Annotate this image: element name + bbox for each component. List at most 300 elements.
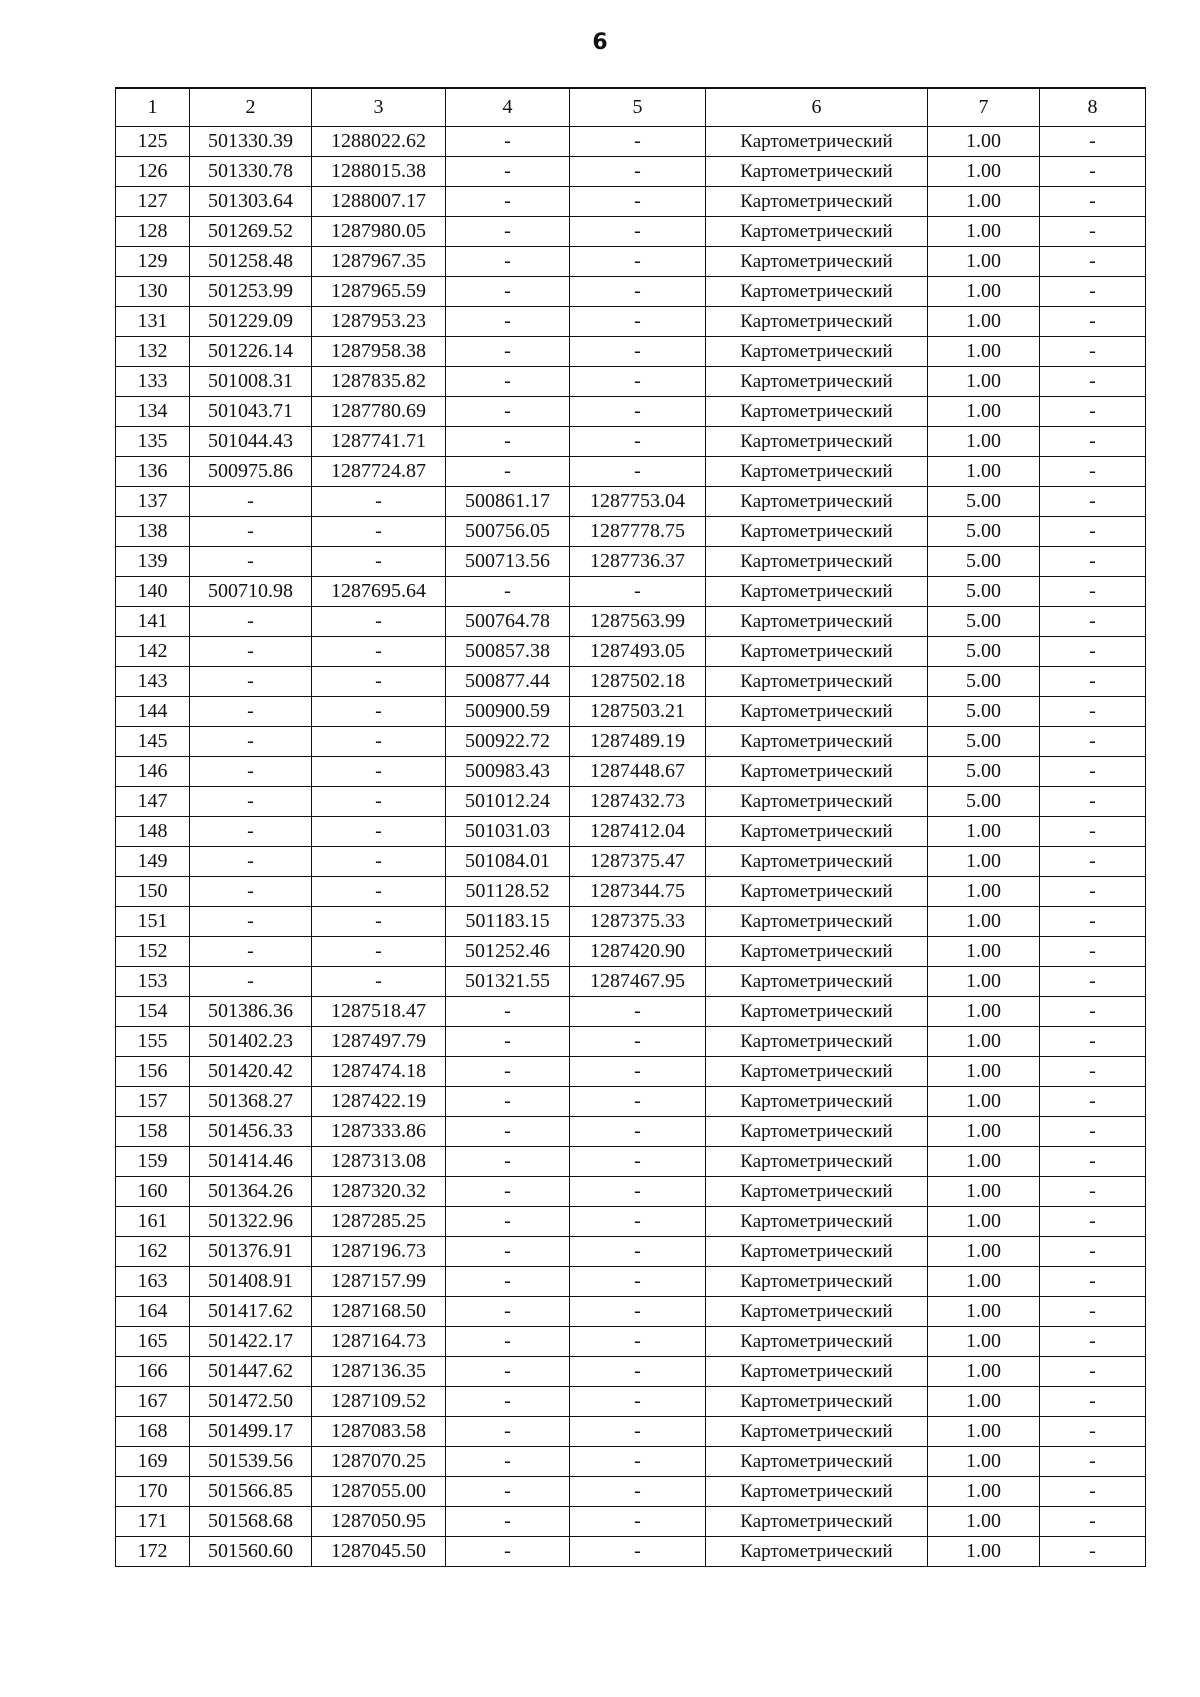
table-cell: - <box>190 816 312 846</box>
table-cell: 1287045.50 <box>312 1536 446 1566</box>
table-cell: 500922.72 <box>446 726 570 756</box>
table-row <box>116 1446 1146 1476</box>
table-cell: Картометрический <box>706 516 928 546</box>
table-cell: 501499.17 <box>190 1416 312 1446</box>
table-row <box>116 1266 1146 1296</box>
table-cell: 1287497.79 <box>312 1026 446 1056</box>
table-row <box>116 996 1146 1026</box>
table-cell: 500764.78 <box>446 606 570 636</box>
table-cell: - <box>446 456 570 486</box>
table-cell: 500861.17 <box>446 486 570 516</box>
table-cell: - <box>446 336 570 366</box>
table-cell: - <box>570 156 706 186</box>
table-row <box>116 426 1146 456</box>
table-cell: 1288007.17 <box>312 186 446 216</box>
table-cell: 1.00 <box>928 186 1040 216</box>
table-cell: - <box>446 426 570 456</box>
table-cell: 153 <box>116 966 190 996</box>
table-row <box>116 1326 1146 1356</box>
table-cell: Картометрический <box>706 366 928 396</box>
table-cell: - <box>570 1266 706 1296</box>
table-cell: Картометрический <box>706 1026 928 1056</box>
table-cell: - <box>312 486 446 516</box>
table-cell: - <box>570 1416 706 1446</box>
table-cell: Картометрический <box>706 1146 928 1176</box>
table-cell: - <box>1040 936 1146 966</box>
table-cell: 501044.43 <box>190 426 312 456</box>
table-cell: 1287320.32 <box>312 1176 446 1206</box>
table-cell: - <box>570 1026 706 1056</box>
table-cell: Картометрический <box>706 936 928 966</box>
table-cell: 5.00 <box>928 636 1040 666</box>
table-cell: 157 <box>116 1086 190 1116</box>
table-cell: - <box>570 1116 706 1146</box>
table-cell: - <box>190 966 312 996</box>
table-cell: - <box>570 1086 706 1116</box>
table-row <box>116 816 1146 846</box>
table-cell: 501472.50 <box>190 1386 312 1416</box>
table-cell: 1287780.69 <box>312 396 446 426</box>
table-cell: 1287724.87 <box>312 456 446 486</box>
table-cell: - <box>1040 1476 1146 1506</box>
table-cell: - <box>1040 486 1146 516</box>
table-row <box>116 456 1146 486</box>
table-cell: - <box>190 486 312 516</box>
table-cell: - <box>446 186 570 216</box>
table-body <box>116 126 1146 1566</box>
table-header-row <box>116 88 1146 126</box>
coordinates-table <box>115 87 1146 1567</box>
table-cell: - <box>1040 1536 1146 1566</box>
table-cell: - <box>1040 276 1146 306</box>
table-cell: 1.00 <box>928 1476 1040 1506</box>
table-cell: 141 <box>116 606 190 636</box>
table-cell: - <box>312 816 446 846</box>
table-row <box>116 1536 1146 1566</box>
table-cell: - <box>190 936 312 966</box>
table-cell: 1287953.23 <box>312 306 446 336</box>
table-cell: - <box>1040 1506 1146 1536</box>
table-cell: 1287344.75 <box>570 876 706 906</box>
table-cell: - <box>312 546 446 576</box>
table-cell: - <box>1040 426 1146 456</box>
table-cell: 130 <box>116 276 190 306</box>
table-cell: - <box>446 246 570 276</box>
table-cell: 1287736.37 <box>570 546 706 576</box>
table-cell: 1.00 <box>928 396 1040 426</box>
table-cell: Картометрический <box>706 456 928 486</box>
table-cell: - <box>446 1056 570 1086</box>
table-cell: Картометрический <box>706 666 928 696</box>
table-cell: 1.00 <box>928 1506 1040 1536</box>
table-cell: 5.00 <box>928 516 1040 546</box>
table-cell: 147 <box>116 786 190 816</box>
table-cell: - <box>190 636 312 666</box>
table-cell: - <box>1040 456 1146 486</box>
table-cell: - <box>446 1176 570 1206</box>
table-cell: 1287502.18 <box>570 666 706 696</box>
table-cell: 1.00 <box>928 876 1040 906</box>
table-cell: 1287432.73 <box>570 786 706 816</box>
table-cell: - <box>312 966 446 996</box>
table-cell: 1288022.62 <box>312 126 446 156</box>
table-row <box>116 246 1146 276</box>
table-cell: 163 <box>116 1266 190 1296</box>
table-cell: 501252.46 <box>446 936 570 966</box>
table-cell: - <box>1040 1386 1146 1416</box>
table-cell: - <box>446 1026 570 1056</box>
column-header: 3 <box>312 88 446 126</box>
table-cell: 129 <box>116 246 190 276</box>
table-cell: 501408.91 <box>190 1266 312 1296</box>
table-cell: 1287136.35 <box>312 1356 446 1386</box>
table-cell: - <box>1040 696 1146 726</box>
table-cell: 501364.26 <box>190 1176 312 1206</box>
table-cell: Картометрический <box>706 966 928 996</box>
table-cell: 500857.38 <box>446 636 570 666</box>
table-cell: Картометрический <box>706 906 928 936</box>
table-cell: 1.00 <box>928 1266 1040 1296</box>
table-cell: Картометрический <box>706 786 928 816</box>
table-cell: - <box>570 1446 706 1476</box>
table-cell: 1287375.47 <box>570 846 706 876</box>
table-cell: 150 <box>116 876 190 906</box>
table-cell: 1.00 <box>928 1026 1040 1056</box>
table-cell: 160 <box>116 1176 190 1206</box>
table-cell: - <box>570 246 706 276</box>
table-cell: - <box>446 1446 570 1476</box>
table-cell: Картометрический <box>706 216 928 246</box>
table-cell: - <box>570 1536 706 1566</box>
table-cell: - <box>190 516 312 546</box>
table-cell: 1287493.05 <box>570 636 706 666</box>
table-cell: 131 <box>116 306 190 336</box>
table-cell: 1287741.71 <box>312 426 446 456</box>
table-cell: - <box>570 456 706 486</box>
table-cell: 1.00 <box>928 1446 1040 1476</box>
table-cell: 501258.48 <box>190 246 312 276</box>
table-cell: - <box>570 366 706 396</box>
table-row <box>116 186 1146 216</box>
table-cell: 125 <box>116 126 190 156</box>
table-row <box>116 216 1146 246</box>
table-cell: 1.00 <box>928 1086 1040 1116</box>
table-cell: 1287157.99 <box>312 1266 446 1296</box>
table-cell: - <box>446 156 570 186</box>
table-cell: 501402.23 <box>190 1026 312 1056</box>
table-cell: Картометрический <box>706 1536 928 1566</box>
table-cell: Картометрический <box>706 246 928 276</box>
table-cell: - <box>570 996 706 1026</box>
table-cell: 1288015.38 <box>312 156 446 186</box>
table-cell: - <box>1040 1146 1146 1176</box>
table-cell: 1287778.75 <box>570 516 706 546</box>
table-cell: 1.00 <box>928 336 1040 366</box>
table-cell: - <box>312 906 446 936</box>
table-cell: - <box>1040 156 1146 186</box>
table-cell: 501376.91 <box>190 1236 312 1266</box>
table-cell: 162 <box>116 1236 190 1266</box>
table-cell: - <box>312 846 446 876</box>
table-row <box>116 1146 1146 1176</box>
table-cell: 501183.15 <box>446 906 570 936</box>
table-cell: 5.00 <box>928 726 1040 756</box>
table-cell: - <box>446 396 570 426</box>
table-cell: 5.00 <box>928 696 1040 726</box>
table-row <box>116 966 1146 996</box>
table-cell: 501128.52 <box>446 876 570 906</box>
table-cell: Картометрический <box>706 1446 928 1476</box>
table-cell: 1.00 <box>928 456 1040 486</box>
table-cell: 172 <box>116 1536 190 1566</box>
table-cell: - <box>446 216 570 246</box>
table-cell: - <box>570 1236 706 1266</box>
table-cell: - <box>570 1356 706 1386</box>
table-cell: Картометрический <box>706 1356 928 1386</box>
table-cell: 501568.68 <box>190 1506 312 1536</box>
table-cell: 169 <box>116 1446 190 1476</box>
table-cell: 137 <box>116 486 190 516</box>
table-row <box>116 1236 1146 1266</box>
table-cell: - <box>446 1416 570 1446</box>
table-cell: Картометрический <box>706 1206 928 1236</box>
table-cell: - <box>570 336 706 366</box>
table-row <box>116 696 1146 726</box>
table-row <box>116 366 1146 396</box>
table-cell: - <box>1040 216 1146 246</box>
table-cell: - <box>446 1116 570 1146</box>
table-cell: 154 <box>116 996 190 1026</box>
table-cell: 1.00 <box>928 126 1040 156</box>
table-cell: 1.00 <box>928 306 1040 336</box>
table-row <box>116 1026 1146 1056</box>
table-cell: 1.00 <box>928 216 1040 246</box>
table-cell: - <box>312 636 446 666</box>
column-header: 7 <box>928 88 1040 126</box>
table-cell: - <box>570 276 706 306</box>
table-cell: Картометрический <box>706 816 928 846</box>
table-cell: 1287965.59 <box>312 276 446 306</box>
table-cell: - <box>1040 876 1146 906</box>
table-cell: - <box>1040 576 1146 606</box>
table-cell: 136 <box>116 456 190 486</box>
table-cell: - <box>446 1086 570 1116</box>
table-cell: 501422.17 <box>190 1326 312 1356</box>
table-row <box>116 1086 1146 1116</box>
table-cell: 501566.85 <box>190 1476 312 1506</box>
table-cell: - <box>1040 246 1146 276</box>
table-cell: - <box>1040 366 1146 396</box>
table-cell: - <box>190 606 312 636</box>
table-cell: - <box>1040 1206 1146 1236</box>
table-cell: - <box>1040 1326 1146 1356</box>
table-cell: - <box>1040 1236 1146 1266</box>
table-cell: 500983.43 <box>446 756 570 786</box>
table-row <box>116 606 1146 636</box>
table-cell: 1.00 <box>928 1386 1040 1416</box>
table-cell: 501417.62 <box>190 1296 312 1326</box>
table-cell: - <box>1040 516 1146 546</box>
table-cell: 168 <box>116 1416 190 1446</box>
table-cell: - <box>1040 816 1146 846</box>
table-cell: - <box>1040 1116 1146 1146</box>
table-cell: 1287412.04 <box>570 816 706 846</box>
table-cell: - <box>1040 1416 1146 1446</box>
table-row <box>116 846 1146 876</box>
table-cell: 501386.36 <box>190 996 312 1026</box>
table-cell: 143 <box>116 666 190 696</box>
table-cell: Картометрический <box>706 546 928 576</box>
table-cell: Картометрический <box>706 1326 928 1356</box>
table-cell: 1287420.90 <box>570 936 706 966</box>
table-cell: - <box>1040 726 1146 756</box>
table-cell: Картометрический <box>706 1266 928 1296</box>
table-cell: Картометрический <box>706 696 928 726</box>
table-cell: 1.00 <box>928 1206 1040 1236</box>
table-cell: 1.00 <box>928 366 1040 396</box>
table-cell: - <box>446 1356 570 1386</box>
table-cell: - <box>1040 396 1146 426</box>
table-cell: Картометрический <box>706 576 928 606</box>
table-cell: 1287313.08 <box>312 1146 446 1176</box>
table-cell: - <box>446 1326 570 1356</box>
table-cell: - <box>312 756 446 786</box>
table-cell: - <box>312 606 446 636</box>
table-cell: - <box>1040 606 1146 636</box>
table-cell: 167 <box>116 1386 190 1416</box>
table-cell: Картометрический <box>706 336 928 366</box>
table-cell: 145 <box>116 726 190 756</box>
table-row <box>116 396 1146 426</box>
table-cell: 501269.52 <box>190 216 312 246</box>
table-cell: 151 <box>116 906 190 936</box>
table-cell: - <box>1040 636 1146 666</box>
table-cell: - <box>570 1146 706 1176</box>
table-cell: 1287835.82 <box>312 366 446 396</box>
table-row <box>116 1296 1146 1326</box>
table-cell: - <box>570 1176 706 1206</box>
table-cell: 1.00 <box>928 1116 1040 1146</box>
table-cell: 501008.31 <box>190 366 312 396</box>
table-cell: 1.00 <box>928 1326 1040 1356</box>
table-cell: - <box>446 1146 570 1176</box>
table-cell: - <box>570 426 706 456</box>
table-cell: - <box>570 1386 706 1416</box>
table-cell: 500877.44 <box>446 666 570 696</box>
table-row <box>116 336 1146 366</box>
table-cell: 501330.78 <box>190 156 312 186</box>
table-cell: 501303.64 <box>190 186 312 216</box>
table-row <box>116 1056 1146 1086</box>
table-cell: 500756.05 <box>446 516 570 546</box>
table-cell: - <box>312 666 446 696</box>
table-cell: 158 <box>116 1116 190 1146</box>
table-row <box>116 516 1146 546</box>
table-cell: - <box>570 396 706 426</box>
table-cell: 1.00 <box>928 1356 1040 1386</box>
table-cell: 127 <box>116 186 190 216</box>
table-cell: 149 <box>116 846 190 876</box>
table-row <box>116 546 1146 576</box>
table-cell: - <box>1040 1446 1146 1476</box>
table-cell: 161 <box>116 1206 190 1236</box>
table-cell: 1.00 <box>928 1146 1040 1176</box>
table-cell: - <box>1040 906 1146 936</box>
table-cell: Картометрический <box>706 606 928 636</box>
table-cell: 1287083.58 <box>312 1416 446 1446</box>
table-cell: - <box>570 1476 706 1506</box>
table-cell: - <box>190 756 312 786</box>
table-cell: 501012.24 <box>446 786 570 816</box>
table-cell: 1287196.73 <box>312 1236 446 1266</box>
table-cell: - <box>190 846 312 876</box>
table-cell: - <box>570 186 706 216</box>
table-row <box>116 906 1146 936</box>
table-cell: - <box>1040 966 1146 996</box>
table-cell: 501084.01 <box>446 846 570 876</box>
table-cell: - <box>190 906 312 936</box>
table-cell: 1287467.95 <box>570 966 706 996</box>
table-cell: - <box>446 1236 570 1266</box>
table-row <box>116 306 1146 336</box>
table-cell: 1287164.73 <box>312 1326 446 1356</box>
table-cell: - <box>570 1206 706 1236</box>
table-cell: 1287422.19 <box>312 1086 446 1116</box>
table-cell: Картометрический <box>706 1416 928 1446</box>
table-cell: 1287474.18 <box>312 1056 446 1086</box>
table-cell: 1.00 <box>928 246 1040 276</box>
table-cell: 1287967.35 <box>312 246 446 276</box>
table-row <box>116 1116 1146 1146</box>
column-header: 6 <box>706 88 928 126</box>
table-cell: 132 <box>116 336 190 366</box>
table-cell: 501420.42 <box>190 1056 312 1086</box>
table-cell: 1.00 <box>928 816 1040 846</box>
table-cell: - <box>190 666 312 696</box>
table-row <box>116 876 1146 906</box>
table-cell: 1287168.50 <box>312 1296 446 1326</box>
table-cell: 5.00 <box>928 486 1040 516</box>
table-cell: Картометрический <box>706 756 928 786</box>
table-cell: 133 <box>116 366 190 396</box>
table-cell: 501330.39 <box>190 126 312 156</box>
table-cell: 501043.71 <box>190 396 312 426</box>
table-row <box>116 156 1146 186</box>
table-cell: 146 <box>116 756 190 786</box>
table-cell: Картометрический <box>706 156 928 186</box>
table-cell: 501322.96 <box>190 1206 312 1236</box>
table-cell: 1.00 <box>928 276 1040 306</box>
table-cell: - <box>190 786 312 816</box>
table-row <box>116 1506 1146 1536</box>
table-row <box>116 726 1146 756</box>
table-cell: Картометрический <box>706 486 928 516</box>
table-cell: 1287695.64 <box>312 576 446 606</box>
table-cell: - <box>1040 186 1146 216</box>
table-row <box>116 486 1146 516</box>
table-cell: - <box>446 1386 570 1416</box>
table-cell: Картометрический <box>706 1476 928 1506</box>
table-cell: 1287980.05 <box>312 216 446 246</box>
table-cell: 501229.09 <box>190 306 312 336</box>
table-cell: Картометрический <box>706 1056 928 1086</box>
table-cell: 1287333.86 <box>312 1116 446 1146</box>
table-cell: - <box>1040 786 1146 816</box>
table-cell: - <box>446 576 570 606</box>
table-cell: 5.00 <box>928 546 1040 576</box>
column-header: 4 <box>446 88 570 126</box>
table-cell: 1287070.25 <box>312 1446 446 1476</box>
